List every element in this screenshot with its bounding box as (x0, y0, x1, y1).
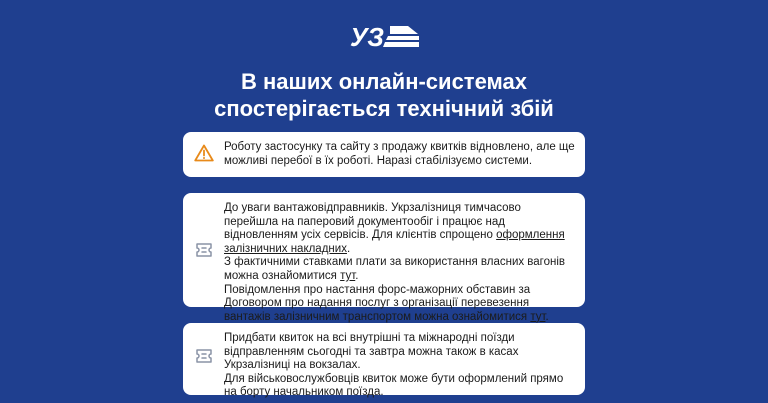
freight-paragraph-2: З фактичними ставками плати за використання власних вагонів можна ознайомитися тут. (224, 256, 566, 282)
warning-icon (194, 144, 214, 167)
notice-text: Роботу застосунку та сайту з продажу квитків відновлено, але ще можливі перебої в їх роботі. Наразі стабілізуємо системи. (224, 141, 575, 167)
page-title (0, 68, 768, 122)
force-majeure-link[interactable]: тут (530, 310, 546, 323)
notice-card-app-status (183, 132, 585, 177)
notice-text (224, 202, 575, 324)
ticket-icon (194, 240, 214, 265)
uz-logo-mark (350, 24, 420, 50)
uz-logo (350, 24, 420, 50)
page-title-line1: В наших онлайн-системах (241, 69, 527, 94)
page-title-line2: спостерігається технічний збій (214, 96, 554, 121)
notice-card-freight (183, 193, 585, 323)
tickets-paragraph-1: Придбати квиток на всі внутрішні та міжнародні поїзди відправленням сьогодні та завтра можна також в касах Укрзалізниці на вокзалах. (224, 332, 519, 372)
notice-text (224, 332, 575, 400)
rates-link[interactable]: тут (340, 269, 356, 282)
waybill-link[interactable]: оформлення залізничних накладних (224, 229, 565, 255)
freight-paragraph-3: Повідомлення про настання форс-мажорних обставин за Договором про надання послуг з організації перевезення вантажів залізничним транспортом можна ознайомитися тут. (224, 283, 549, 323)
freight-paragraph-1: До уваги вантажовідправників. Укрзалізниця тимчасово перейшла на паперовий документообіг і працює над відновленням усіх сервісів. Для клієнтів спрощено оформлення залізничних накладних. (224, 202, 565, 255)
notice-card-tickets (183, 323, 585, 399)
ticket-icon (194, 346, 214, 371)
tickets-paragraph-2: Для військовослужбовців квиток може бути оформлений прямо на борту начальником поїзда. (224, 372, 564, 399)
uz-logo-text: УЗ (350, 24, 384, 50)
